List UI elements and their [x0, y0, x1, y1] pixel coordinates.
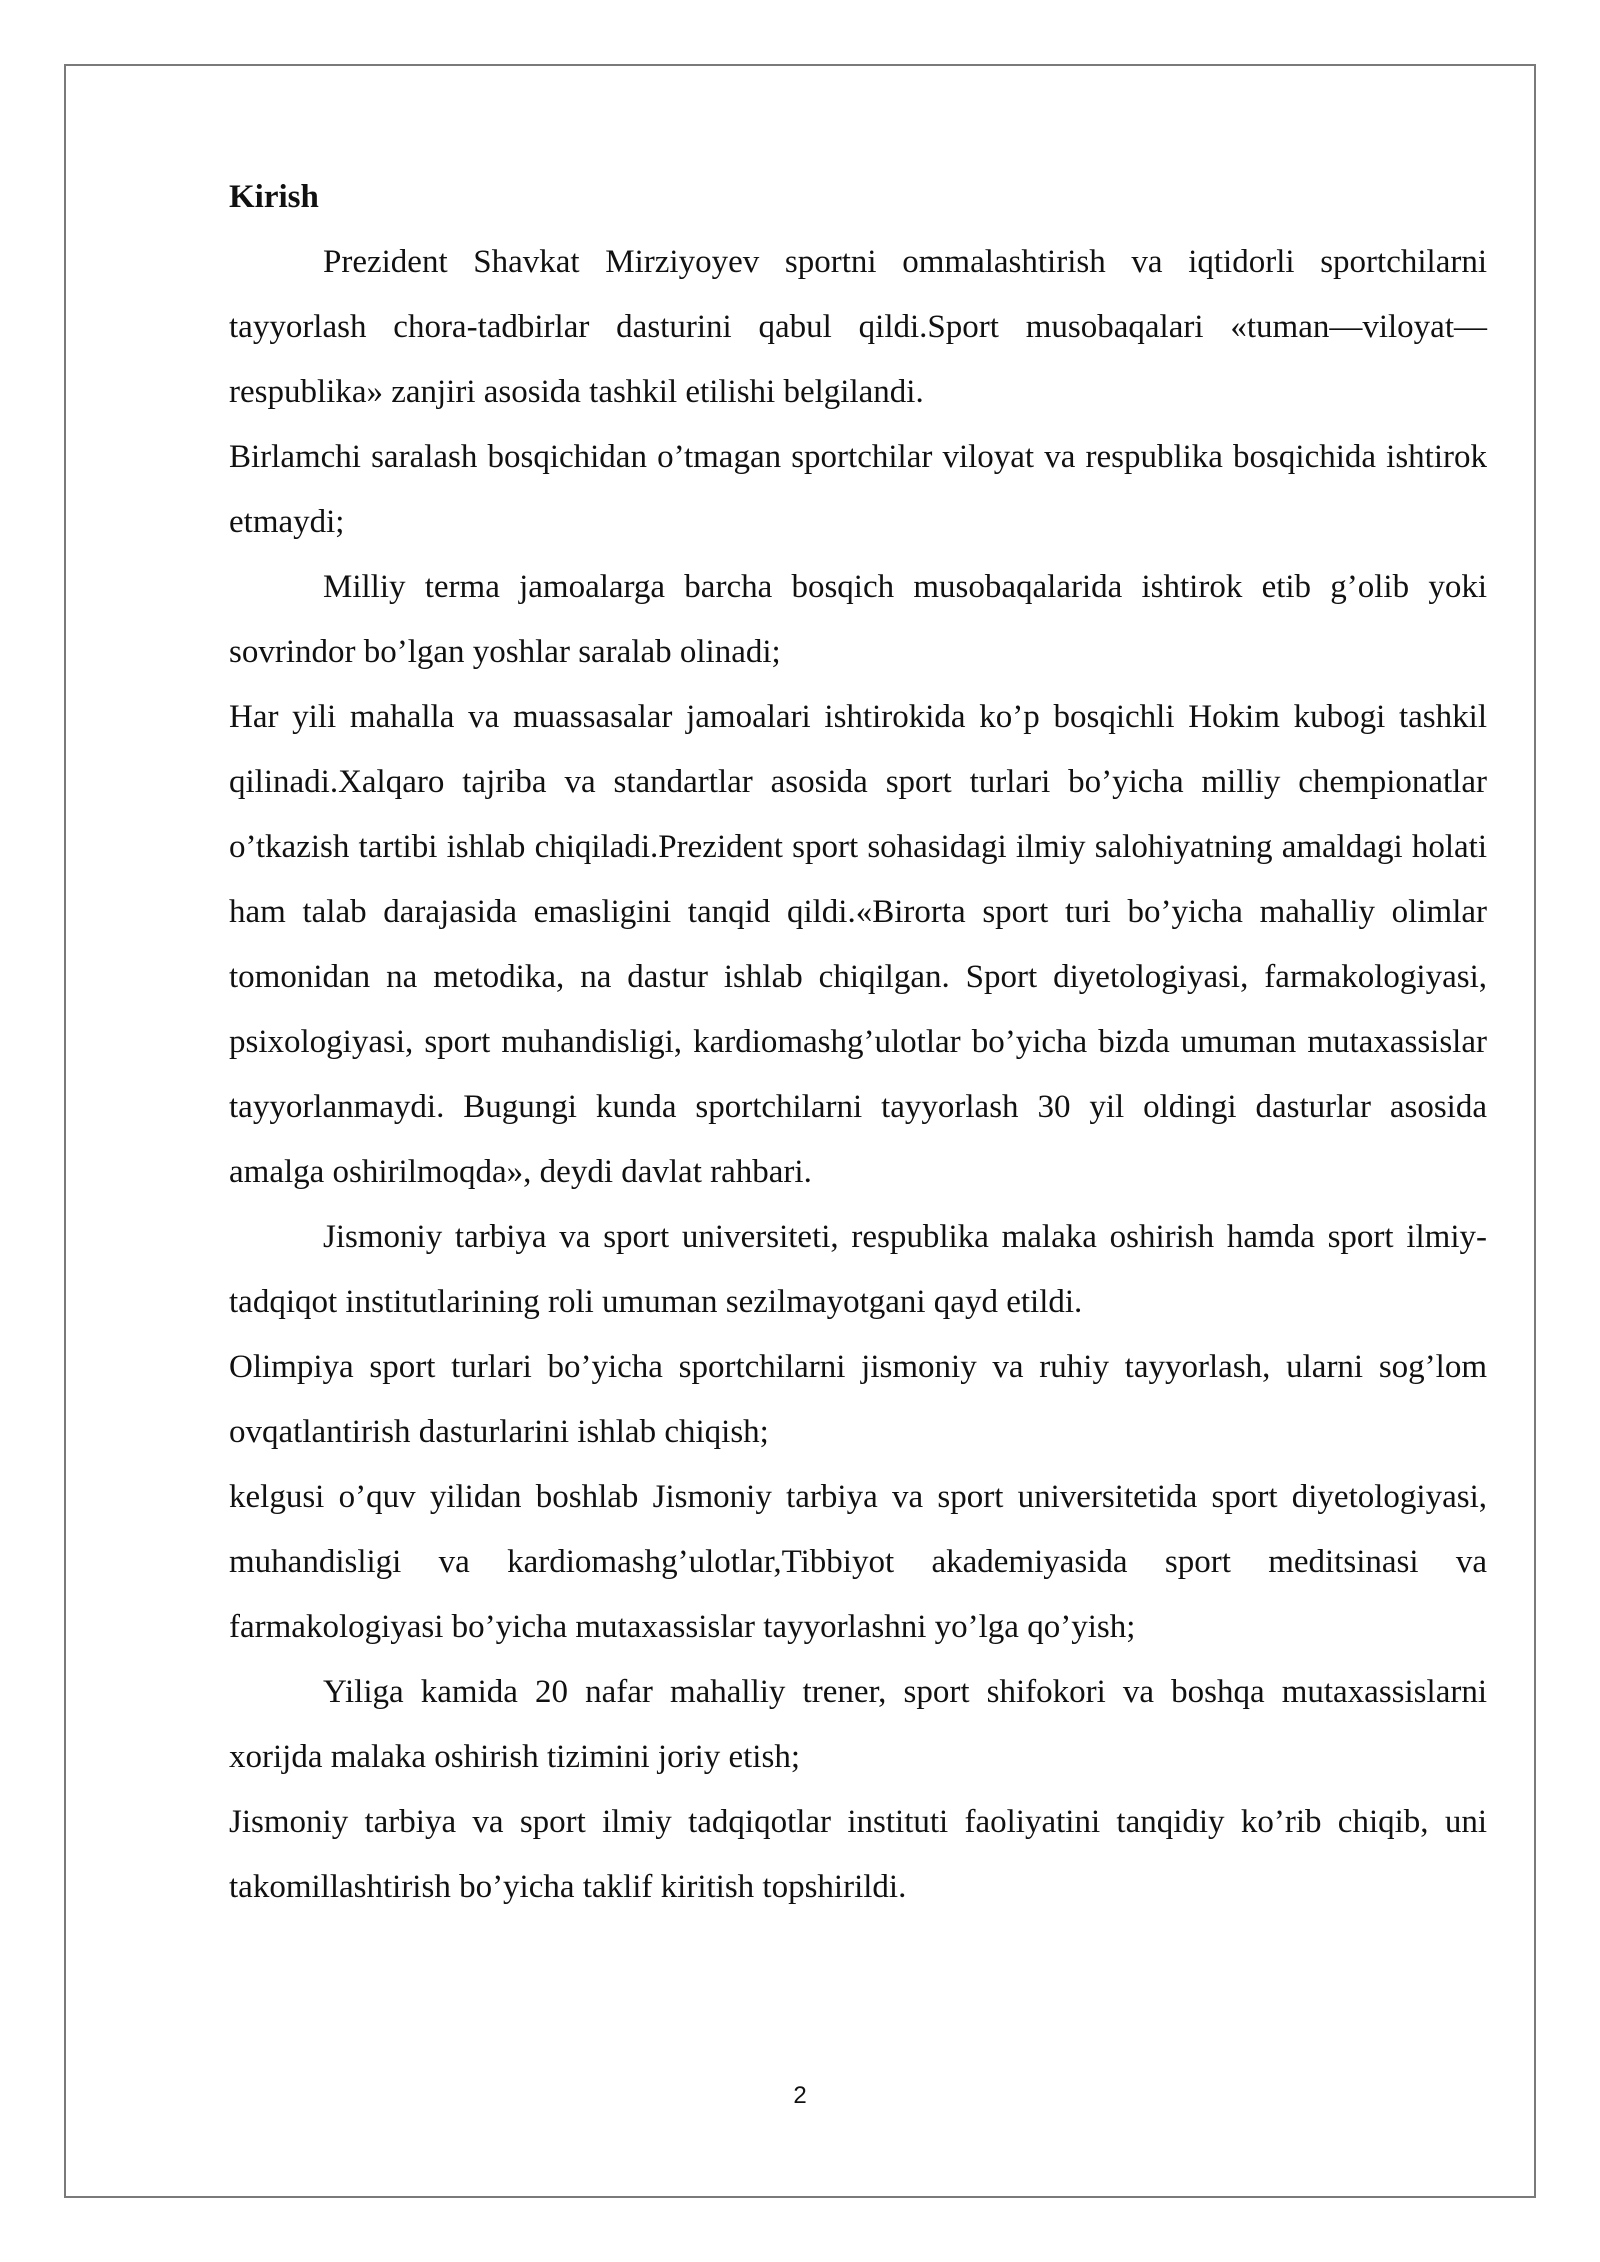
body-paragraph: kelgusi o’quv yilidan boshlab Jismoniy tarbiya va sport universitetida sport diyetologiyasi, muhandisligi va kardiomashg’ulotlar,Tibbiyot akademiyasida sport meditsinasi va farmakologiyasi bo’yicha mutaxassislar tayyorlashni yo’lga qo’yish; [229, 1479, 1487, 1645]
section-heading: Kirish [229, 179, 319, 215]
body-paragraph: Olimpiya sport turlari bo’yicha sportchilarni jismoniy va ruhiy tayyorlash, ularni sog’lom ovqatlantirish dasturlarini ishlab chiqish; [229, 1349, 1487, 1450]
document-body [229, 165, 1487, 1920]
body-paragraph: Yiliga kamida 20 nafar mahalliy trener, sport shifokori va boshqa mutaxassislarni xorijda malaka oshirish tizimini joriy etish; [229, 1674, 1487, 1775]
page-number: 2 [793, 2082, 807, 2109]
body-paragraph: Prezident Shavkat Mirziyoyev sportni ommalashtirish va iqtidorli sportchilarni tayyorlash chora-tadbirlar dasturini qabul qildi.Sport musobaqalari «tuman—viloyat—respublika» zanjiri asosida tashkil etilishi belgilandi. [229, 244, 1487, 410]
body-paragraph: Birlamchi saralash bosqichidan o’tmagan sportchilar viloyat va respublika bosqichida ishtirok etmaydi; [229, 439, 1487, 540]
body-paragraph: Jismoniy tarbiya va sport ilmiy tadqiqotlar instituti faoliyatini tanqidiy ko’rib chiqib, uni takomillashtirish bo’yicha taklif kiritish topshirildi. [229, 1804, 1487, 1905]
body-paragraph: Jismoniy tarbiya va sport universiteti, respublika malaka oshirish hamda sport ilmiy-tadqiqot institutlarining roli umuman sezilmayotgani qayd etildi. [229, 1219, 1487, 1320]
body-paragraph: Milliy terma jamoalarga barcha bosqich musobaqalarida ishtirok etib g’olib yoki sovrindor bo’lgan yoshlar saralab olinadi; [229, 569, 1487, 670]
body-paragraph: Har yili mahalla va muassasalar jamoalari ishtirokida ko’p bosqichli Hokim kubogi tashkil qilinadi.Xalqaro tajriba va standartlar asosida sport turlari bo’yicha milliy chempionatlar o’tkazish tartibi ishlab chiqiladi.Prezident sport sohasidagi ilmiy salohiyatning amaldagi holati ham talab darajasida emasligini tanqid qildi.«Birorta sport turi bo’yicha mahalliy olimlar tomonidan na metodika, na dastur ishlab chiqilgan. Sport diyetologiyasi, farmakologiyasi, psixologiyasi, sport muhandisligi, kardiomashg’ulotlar bo’yicha bizda umuman mutaxassislar tayyorlanmaydi. Bugungi kunda sportchilarni tayyorlash 30 yil oldingi dasturlar asosida amalga oshirilmoqda», deydi davlat rahbari. [229, 699, 1487, 1190]
paragraph-list [229, 230, 1487, 1920]
